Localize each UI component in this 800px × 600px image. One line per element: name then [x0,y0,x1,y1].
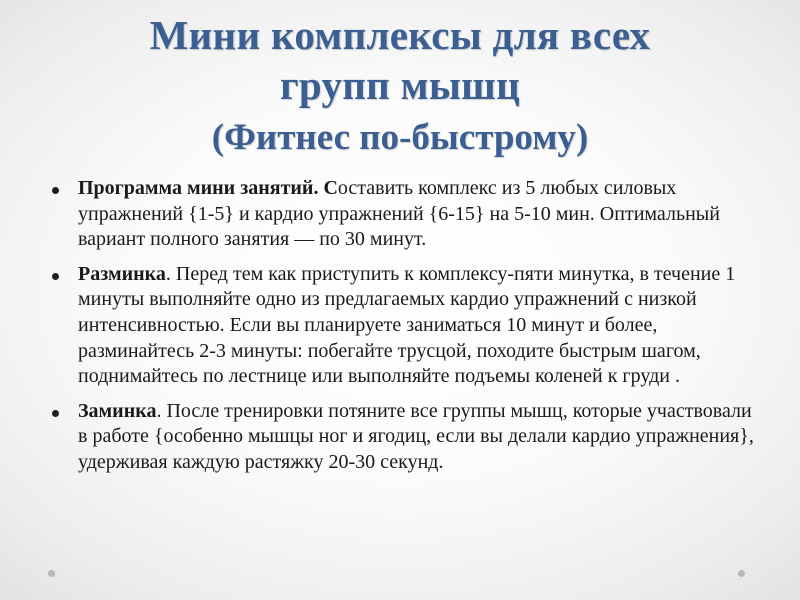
decorative-dot-icon [738,570,745,577]
bullet-term: Разминка [78,262,166,285]
bullet-list [52,176,757,485]
title-line-2: групп мышц [279,62,521,108]
bullet-item-warmup [52,262,757,390]
slide-title [40,10,760,162]
bullet-dot-icon [52,187,59,194]
bullet-item-cooldown [52,399,757,476]
bullet-text: . Перед тем как приступить к комплексу-пяти минутка, в течение 1 минуты выполняйте одно из предлагаемых кардио упражнений с низкой интенсивностью. Если вы планируете заниматься 10 минут и более, разминайтесь 2-3 минуты: побегайте трусцой, походите быстрым шагом, поднимайтесь по лестнице или выполняйте подъемы коленей к груди . [78,262,736,388]
bullet-text: оставить комплекс из 5 любых силовых упражнений {1-5} и кардио упражнений {6-15} на 5-10 мин. Оптимальный вариант полного занятия — по 30 минут. [78,177,720,251]
decorative-dot-icon [48,570,55,577]
bullet-dot-icon [52,410,59,417]
bullet-text: . После тренировки потяните все группы мышц, которые участвовали в работе {особенно мышцы ног и ягодиц, если вы делали кардио упражнения}, удерживая каждую растяжку 20-30 секунд. [78,399,754,473]
bullet-dot-icon [52,273,59,280]
title-line-1: Мини комплексы для всех [149,12,651,58]
bullet-term: Заминка [78,399,157,422]
bullet-item-program [52,176,757,253]
title-subtitle: (Фитнес по-быстрому) [211,117,589,158]
bullet-term: Программа мини занятий. С [78,177,338,199]
